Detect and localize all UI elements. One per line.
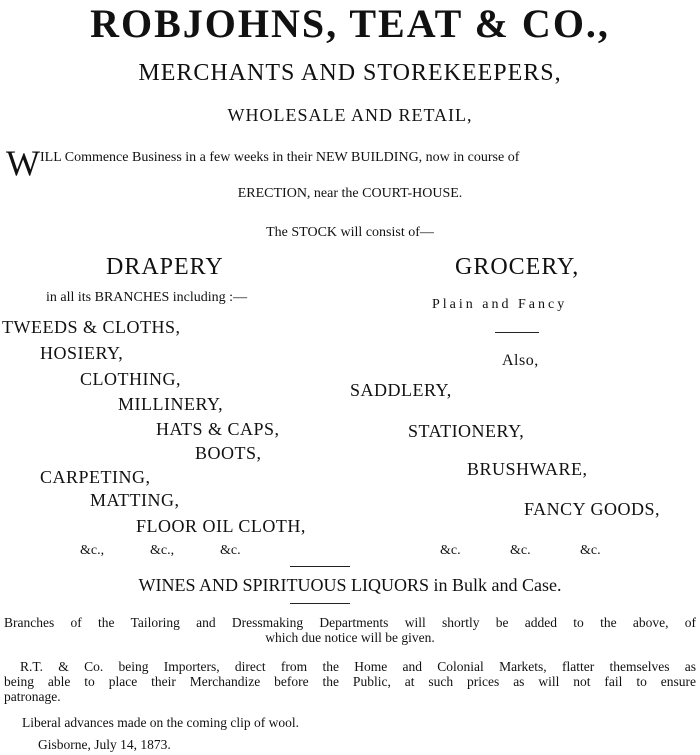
also-label: Also, xyxy=(502,352,539,369)
section-divider xyxy=(290,566,350,567)
other-item: BRUSHWARE, xyxy=(467,459,588,479)
advert-title: ROBJOHNS, TEAT & CO., xyxy=(90,1,610,46)
dateline: Gisborne, July 14, 1873. xyxy=(38,737,171,752)
drapery-item: CARPETING, xyxy=(40,467,151,487)
importers-line-1: R.T. & Co. being Importers, direct from the Home and Colonial Markets, flatter themselves as xyxy=(20,659,696,674)
advert-subtitle-2: WHOLESALE AND RETAIL, xyxy=(227,105,473,125)
branches-line-1: Branches of the Tailoring and Dressmaking Departments will shortly be added to the above, of xyxy=(4,615,696,630)
grocery-subheading: Plain and Fancy xyxy=(432,297,568,312)
grocery-divider xyxy=(495,332,539,333)
section-divider xyxy=(290,603,350,604)
drapery-etc: &c., xyxy=(80,543,105,558)
other-item: SADDLERY, xyxy=(350,380,452,400)
drapery-etc: &c., xyxy=(150,543,175,558)
drapery-item: HOSIERY, xyxy=(40,343,124,363)
drapery-item: CLOTHING, xyxy=(80,369,181,389)
wines-caps: WINES AND SPIRITUOUS LIQUORS xyxy=(138,575,429,595)
wines-rest: in Bulk and Case. xyxy=(429,575,562,595)
drapery-item: MATTING, xyxy=(90,490,180,510)
advert-subtitle: MERCHANTS AND STOREKEEPERS, xyxy=(138,60,562,86)
importers-note xyxy=(4,659,696,704)
intro-line-1-text: ILL Commence Business in a few weeks in their NEW BUILDING, now in course of xyxy=(39,150,520,165)
other-item: STATIONERY, xyxy=(408,421,525,441)
drapery-item: FLOOR OIL CLOTH, xyxy=(136,516,306,536)
drapery-item: MILLINERY, xyxy=(118,394,224,414)
importers-line-2: being able to place their Merchandize before the Public, at such prices as will not fail to ensure xyxy=(4,674,696,689)
drapery-heading: DRAPERY xyxy=(106,254,224,280)
advances-line: Liberal advances made on the coming clip of wool. xyxy=(22,715,300,730)
wines-line xyxy=(0,575,700,596)
other-etc: &c. xyxy=(440,543,461,558)
drop-cap: W xyxy=(6,143,40,183)
intro-line-2: ERECTION, near the COURT-HOUSE. xyxy=(237,186,463,201)
other-etc: &c. xyxy=(580,543,601,558)
stock-line: The STOCK will consist of— xyxy=(266,225,434,240)
drapery-subheading: in all its BRANCHES including :— xyxy=(46,290,248,305)
grocery-heading: GROCERY, xyxy=(455,254,580,280)
branches-note xyxy=(4,615,696,645)
drapery-item: BOOTS, xyxy=(195,443,262,463)
other-item: FANCY GOODS, xyxy=(524,499,661,519)
drapery-etc: &c. xyxy=(220,543,241,558)
importers-line-3: patronage. xyxy=(4,689,61,704)
intro-line-1 xyxy=(6,143,696,183)
drapery-item: HATS & CAPS, xyxy=(156,419,280,439)
other-etc: &c. xyxy=(510,543,531,558)
branches-line-2: which due notice will be given. xyxy=(265,630,435,645)
drapery-item: TWEEDS & CLOTHS, xyxy=(2,317,181,337)
